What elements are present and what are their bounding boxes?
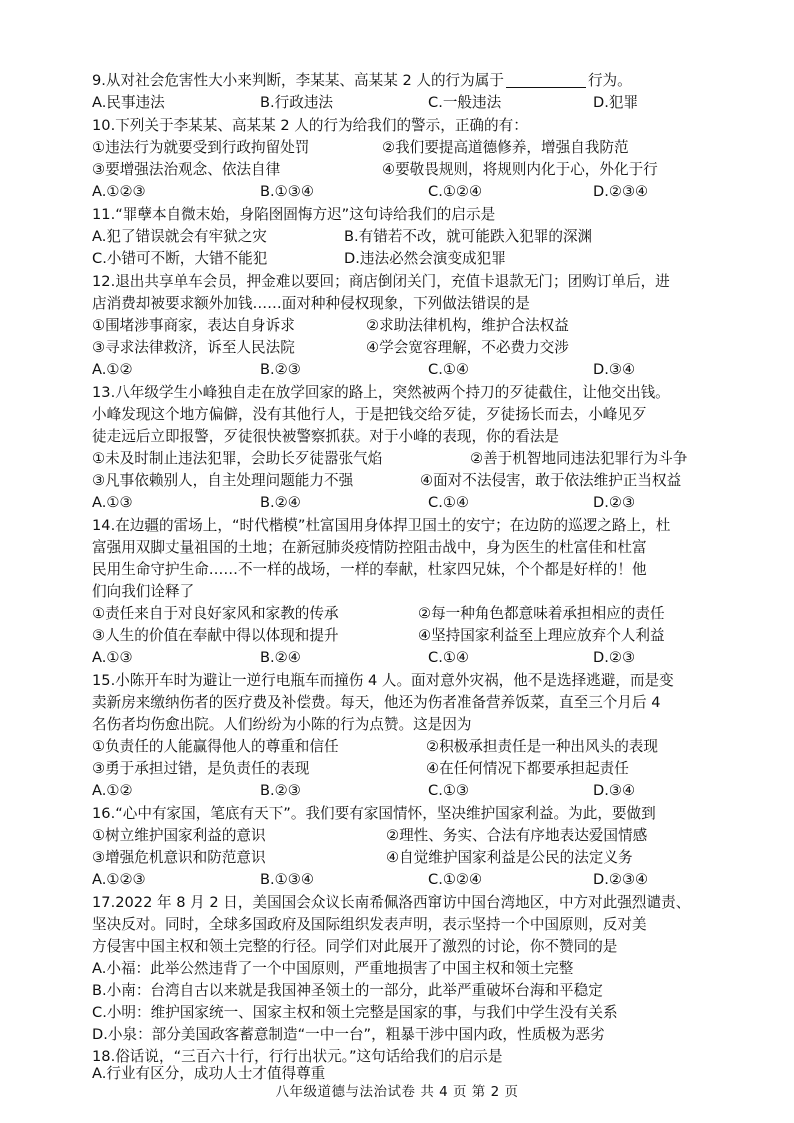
q14-options [0, 646, 794, 670]
q15-item-1: ①负责任的人能赢得他人的尊重和信任 [92, 738, 339, 755]
q13-line2: 小峰发现这个地方偏僻，没有其他行人，于是把钱交给歹徒，歹徒扬长而去，小峰见歹 [92, 406, 647, 423]
q11-stem-text: 11.“罪孽本自微末始，身陷囹圄悔方迟”这句诗给我们的启示是 [92, 206, 496, 223]
q9-stem [0, 69, 794, 93]
q11-options-row2 [0, 247, 794, 271]
q16-item-2: ②理性、务实、合法有序地表达爱国情感 [386, 827, 648, 844]
q15-item-3: ③勇于承担过错，是负责任的表现 [92, 760, 310, 777]
q9-blank [506, 86, 586, 88]
q13-item-1: ①未及时制止违法犯罪，会助长歹徒嚣张气焰 [92, 450, 383, 467]
q15-stem-line2 [0, 691, 794, 715]
q17-option-d: D.小泉：部分美国政客蓄意制造“一中一台”，粗暴干涉中国内政，性质极为恶劣 [92, 1026, 605, 1043]
q10-stem-text: 10.下列关于李某某、高某某 2 人的行为给我们的警示，正确的有： [92, 117, 528, 134]
q10-items-row2 [0, 158, 794, 182]
q10-item-2: ②我们要提高道德修养，增强自我防范 [382, 139, 629, 156]
q15-option-c: C.①③ [428, 782, 469, 799]
q14-stem-line2 [0, 536, 794, 560]
q17-option-d-row [0, 1023, 794, 1047]
q9-options [0, 91, 794, 115]
q10-item-4: ④要敬畏规则，将规则内化于心，外化于行 [382, 161, 658, 178]
q14-item-4: ④坚持国家利益至上理应放弃个人利益 [418, 627, 665, 644]
q14-stem-line3 [0, 558, 794, 582]
q14-item-2: ②每一种角色都意味着承担相应的责任 [418, 605, 665, 622]
q15-option-a: A.①② [92, 782, 133, 799]
q16-options [0, 868, 794, 892]
q17-stem-line3 [0, 935, 794, 959]
q12-stem-line1 [0, 270, 794, 294]
q15-items-row1 [0, 735, 794, 759]
q15-option-d: D.③④ [593, 782, 636, 799]
q16-option-c: C.①②④ [428, 871, 483, 888]
q12-item-4: ④学会宽容理解，不必费力交涉 [366, 339, 569, 356]
q9-stem-text: 9.从对社会危害性大小来判断，李某某、高某某 2 人的行为属于 [92, 72, 504, 89]
page-footer: 八年级道德与法治试卷 共 4 页 第 2 页 [275, 1084, 519, 1100]
q13-options [0, 491, 794, 515]
q14-line2: 富强用双脚丈量祖国的土地；在新冠肺炎疫情防控阻击战中，身为医生的杜富佳和杜富 [92, 539, 647, 556]
q12-item-3: ③寻求法律救济，诉至人民法院 [92, 339, 295, 356]
q12-item-2: ②求助法律机构，维护合法权益 [366, 317, 569, 334]
q11-option-a: A.犯了错误就会有牢狱之灾 [92, 228, 267, 245]
q14-option-b: B.②④ [260, 649, 301, 666]
q15-item-4: ④在任何情况下都要承担起责任 [426, 760, 629, 777]
q13-option-d: D.②③ [593, 494, 636, 511]
q17-option-a: A.小福：此举公然违背了一个中国原则，严重地损害了中国主权和领土完整 [92, 960, 574, 977]
q13-line3: 徒走远后立即报警，歹徒很快被警察抓获。对于小峰的表现，你的看法是 [92, 428, 560, 445]
q13-option-a: A.①③ [92, 494, 133, 511]
q15-items-row2 [0, 757, 794, 781]
q13-item-3: ③凡事依赖别人，自主处理问题能力不强 [92, 472, 354, 489]
q13-item-4: ④面对不法侵害，敢于依法维护正当权益 [420, 472, 682, 489]
q18-option-a: A.行业有区分，成功人士才值得尊重 [92, 1065, 326, 1082]
q12-items-row2 [0, 336, 794, 360]
q10-item-3: ③要增强法治观念、依法自律 [92, 161, 281, 178]
q12-line1: 12.退出共享单车会员，押金难以要回；商店倒闭关门，充值卡退款无门；团购订单后，进 [92, 273, 670, 290]
q13-items-row1 [0, 447, 794, 471]
q11-option-d: D.违法必然会演变成犯罪 [344, 250, 506, 267]
q16-stem [0, 802, 794, 826]
q13-stem-line2 [0, 403, 794, 427]
q17-line3: 方侵害中国主权和领土完整的行径。同学们对此展开了激烈的讨论，你不赞同的是 [92, 938, 618, 955]
q16-items-row1 [0, 824, 794, 848]
q10-stem [0, 114, 794, 138]
q17-option-a-row [0, 957, 794, 981]
q10-items-row1 [0, 136, 794, 160]
q14-items-row1 [0, 602, 794, 626]
q14-item-3: ③人生的价值在奉献中得以体现和提升 [92, 627, 339, 644]
q12-item-1: ①围堵涉事商家，表达自身诉求 [92, 317, 295, 334]
q12-stem-line2 [0, 292, 794, 316]
q12-option-d: D.③④ [593, 361, 636, 378]
q12-option-a: A.①② [92, 361, 133, 378]
q10-option-c: C.①②④ [428, 183, 483, 200]
q12-option-c: C.①④ [428, 361, 469, 378]
q17-option-c: C.小明：维护国家统一、国家主权和领土完整是国家的事，与我们中学生没有关系 [92, 1004, 618, 1021]
q17-stem-line1 [0, 891, 794, 915]
q15-option-b: B.②③ [260, 782, 301, 799]
q14-items-row2 [0, 624, 794, 648]
q17-stem-line2 [0, 913, 794, 937]
q15-stem-line1 [0, 669, 794, 693]
q13-stem-line3 [0, 425, 794, 449]
q10-option-a: A.①②③ [92, 183, 146, 200]
q16-option-d: D.②③④ [593, 871, 649, 888]
q14-stem-line4 [0, 580, 794, 604]
q10-item-1: ①违法行为就要受到行政拘留处罚 [92, 139, 310, 156]
q16-item-3: ③增强危机意识和防范意识 [92, 849, 266, 866]
q12-items-row1 [0, 314, 794, 338]
q14-line3: 民用生命守护生命……不一样的战场，一样的奉献，杜家四兄妹，个个都是好样的！他 [92, 561, 647, 578]
q17-line1: 17.2022 年 8 月 2 日，美国国会众议长南希佩洛西窜访中国台湾地区，中方对此强烈谴责、 [92, 894, 691, 911]
q15-item-2: ②积极承担责任是一种出风头的表现 [426, 738, 658, 755]
q16-option-a: A.①②③ [92, 871, 146, 888]
q16-option-b: B.①③④ [260, 871, 314, 888]
q16-item-1: ①树立维护国家利益的意识 [92, 827, 266, 844]
q14-stem-line1 [0, 514, 794, 538]
q10-option-d: D.②③④ [593, 183, 649, 200]
q12-line2: 店消费却被要求额外加钱……面对种种侵权现象，下列做法错误的是 [92, 295, 530, 312]
q14-option-c: C.①④ [428, 649, 469, 666]
q11-option-c: C.小错可不断，大错不能犯 [92, 250, 268, 267]
q15-line1: 15.小陈开车时为避让一逆行电瓶车而撞伤 4 人。面对意外灾祸，他不是选择逃避，而是变 [92, 672, 674, 689]
q9-option-b: B.行政违法 [260, 94, 334, 111]
q11-stem [0, 203, 794, 227]
q17-option-b: B.小南：台湾自古以来就是我国神圣领土的一部分，此举严重破坏台海和平稳定 [92, 982, 603, 999]
q15-line3: 名伤者均伤愈出院。人们纷纷为小陈的行为点赞。这是因为 [92, 716, 472, 733]
q13-option-c: C.①④ [428, 494, 469, 511]
q17-line2: 坚决反对。同时，全球多国政府及国际组织发表声明，表示坚持一个中国原则，反对美 [92, 916, 647, 933]
q16-stem-text: 16.“心中有家国，笔底有天下”。我们要有家国情怀，坚决维护国家利益。为此，要做到 [92, 805, 656, 822]
q16-item-4: ④自觉维护国家利益是公民的法定义务 [386, 849, 633, 866]
q12-option-b: B.②③ [260, 361, 301, 378]
q18-stem-text: 18.俗话说，“三百六十行，行行出状元。”这句话给我们的启示是 [92, 1048, 503, 1065]
q17-option-c-row [0, 1001, 794, 1025]
q10-options [0, 180, 794, 204]
q10-option-b: B.①③④ [260, 183, 314, 200]
q11-options-row1 [0, 225, 794, 249]
q14-item-1: ①责任来自于对良好家风和家教的传承 [92, 605, 339, 622]
q11-option-b: B.有错若不改，就可能跌入犯罪的深渊 [344, 228, 593, 245]
q15-line2: 卖新房来缴纳伤者的医疗费及补偿费。每天，他还为伤者准备营养饭菜，直至三个月后 4 [92, 694, 661, 711]
q17-option-b-row [0, 979, 794, 1003]
q15-stem-line3 [0, 713, 794, 737]
q14-line1: 14.在边疆的雷场上，“时代楷模”杜富国用身体捍卫国土的安宁；在边防的巡逻之路上，杜 [92, 517, 671, 534]
q14-line4: 们向我们诠释了 [92, 583, 195, 600]
q13-item-2: ②善于机智地同违法犯罪行为斗争 [470, 450, 688, 467]
q12-options [0, 358, 794, 382]
q15-options [0, 779, 794, 803]
q9-option-c: C.一般违法 [428, 94, 502, 111]
q13-items-row2 [0, 469, 794, 493]
q9-stem-end: 行为。 [587, 72, 632, 89]
q9-option-d: D.犯罪 [593, 94, 639, 111]
q13-stem-line1 [0, 381, 794, 405]
q14-option-a: A.①③ [92, 649, 133, 666]
q14-option-d: D.②③ [593, 649, 636, 666]
q13-line1: 13.八年级学生小峰独自走在放学回家的路上，突然被两个持刀的歹徒截住，让他交出钱。 [92, 384, 670, 401]
q9-option-a: A.民事违法 [92, 94, 165, 111]
q13-option-b: B.②④ [260, 494, 301, 511]
q16-items-row2 [0, 846, 794, 870]
